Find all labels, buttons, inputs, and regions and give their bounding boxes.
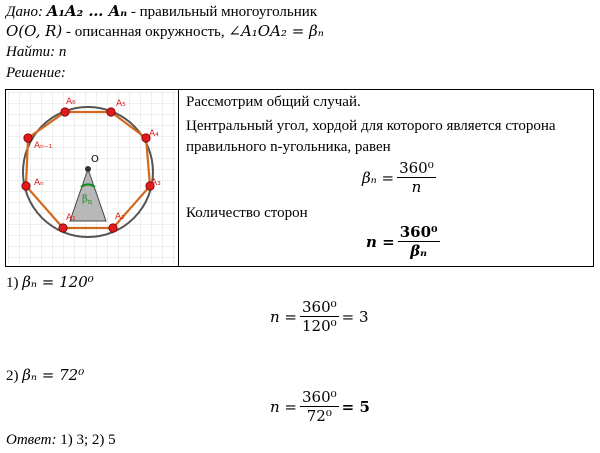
polygon-figure bbox=[8, 92, 176, 265]
formula-n-fraction bbox=[398, 224, 440, 259]
answer-label: Ответ bbox=[6, 432, 52, 448]
case2-result: = 5 bbox=[341, 397, 370, 416]
find-value: n bbox=[58, 44, 67, 60]
answer-line: Ответ: 1) 3; 2) 5 bbox=[6, 432, 116, 448]
formula-n-num: 360⁰ bbox=[399, 223, 438, 241]
given-line-2 bbox=[6, 22, 324, 41]
case1-result: = 3 bbox=[341, 307, 369, 326]
center-label: O bbox=[91, 154, 99, 165]
center-point bbox=[85, 166, 91, 172]
find-line: Найти: n bbox=[6, 44, 67, 60]
case2-condition bbox=[6, 366, 84, 385]
formula-n bbox=[366, 224, 443, 259]
polygon-name: A₁A₂ … Aₙ bbox=[46, 2, 128, 20]
svg-text:A₆: A₆ bbox=[66, 97, 76, 107]
solution-label: Решение bbox=[6, 65, 61, 81]
svg-text:A₁: A₁ bbox=[66, 213, 76, 223]
case2-cond: βₙ = 72⁰ bbox=[22, 366, 85, 384]
case1-cond: βₙ = 120⁰ bbox=[22, 273, 94, 291]
text-central-angle: Центральный угол, хордой для которого является сторона bbox=[186, 118, 556, 134]
case1-label: 1) bbox=[6, 275, 23, 291]
case2-den: 72⁰ bbox=[306, 407, 332, 425]
formula-beta-num: 360⁰ bbox=[399, 159, 434, 177]
text-number-of-sides: Количество сторон bbox=[186, 205, 308, 221]
case2-label: 2) bbox=[6, 368, 23, 384]
case2-fraction bbox=[300, 389, 339, 424]
find-label: Найти bbox=[6, 44, 51, 60]
given-line-1: Дано: A₁A₂ … Aₙ - правильный многоугольник bbox=[6, 2, 318, 20]
case1-num: 360⁰ bbox=[302, 298, 337, 316]
svg-text:A₄: A₄ bbox=[149, 129, 159, 139]
beta-label: $\beta_n$ bbox=[82, 194, 93, 206]
case2-num: 360⁰ bbox=[302, 388, 337, 406]
solution-line: Решение: bbox=[6, 65, 66, 81]
formula-beta-fraction bbox=[397, 160, 436, 195]
case1-formula bbox=[270, 299, 369, 334]
circle-name: O(O, R) bbox=[6, 22, 63, 40]
given-label: Дано bbox=[6, 4, 38, 20]
svg-text:A₃: A₃ bbox=[151, 178, 161, 188]
case2-lhs: n = bbox=[270, 397, 297, 416]
text-general-case: Рассмотрим общий случай. bbox=[186, 94, 361, 110]
svg-text:A₅: A₅ bbox=[116, 99, 126, 109]
text-regular-polygon: правильного n-угольника, равен bbox=[186, 139, 391, 155]
case1-fraction bbox=[300, 299, 339, 334]
case2-formula bbox=[270, 389, 370, 424]
case1-condition bbox=[6, 273, 94, 292]
case1-den: 120⁰ bbox=[302, 317, 337, 335]
svg-text:Aₙ: Aₙ bbox=[34, 178, 44, 188]
angle-def: ∠A₁OA₂ = βₙ bbox=[228, 22, 324, 40]
case1-lhs: n = bbox=[270, 307, 297, 326]
formula-beta-lhs: βₙ = bbox=[362, 168, 395, 187]
solution-table bbox=[5, 89, 594, 267]
circle-desc: - описанная окружность, bbox=[62, 24, 229, 40]
formula-beta bbox=[362, 160, 439, 195]
formula-n-lhs: n = bbox=[366, 232, 395, 251]
table-divider bbox=[178, 90, 179, 266]
answer-value: 1) 3; 2) 5 bbox=[56, 432, 116, 448]
formula-beta-den: n bbox=[411, 178, 422, 196]
formula-n-den: βₙ bbox=[410, 242, 428, 260]
polygon-desc: - правильный многоугольник bbox=[127, 4, 318, 20]
svg-text:Aₙ₋₁: Aₙ₋₁ bbox=[34, 141, 53, 151]
svg-text:A₂: A₂ bbox=[115, 212, 125, 222]
